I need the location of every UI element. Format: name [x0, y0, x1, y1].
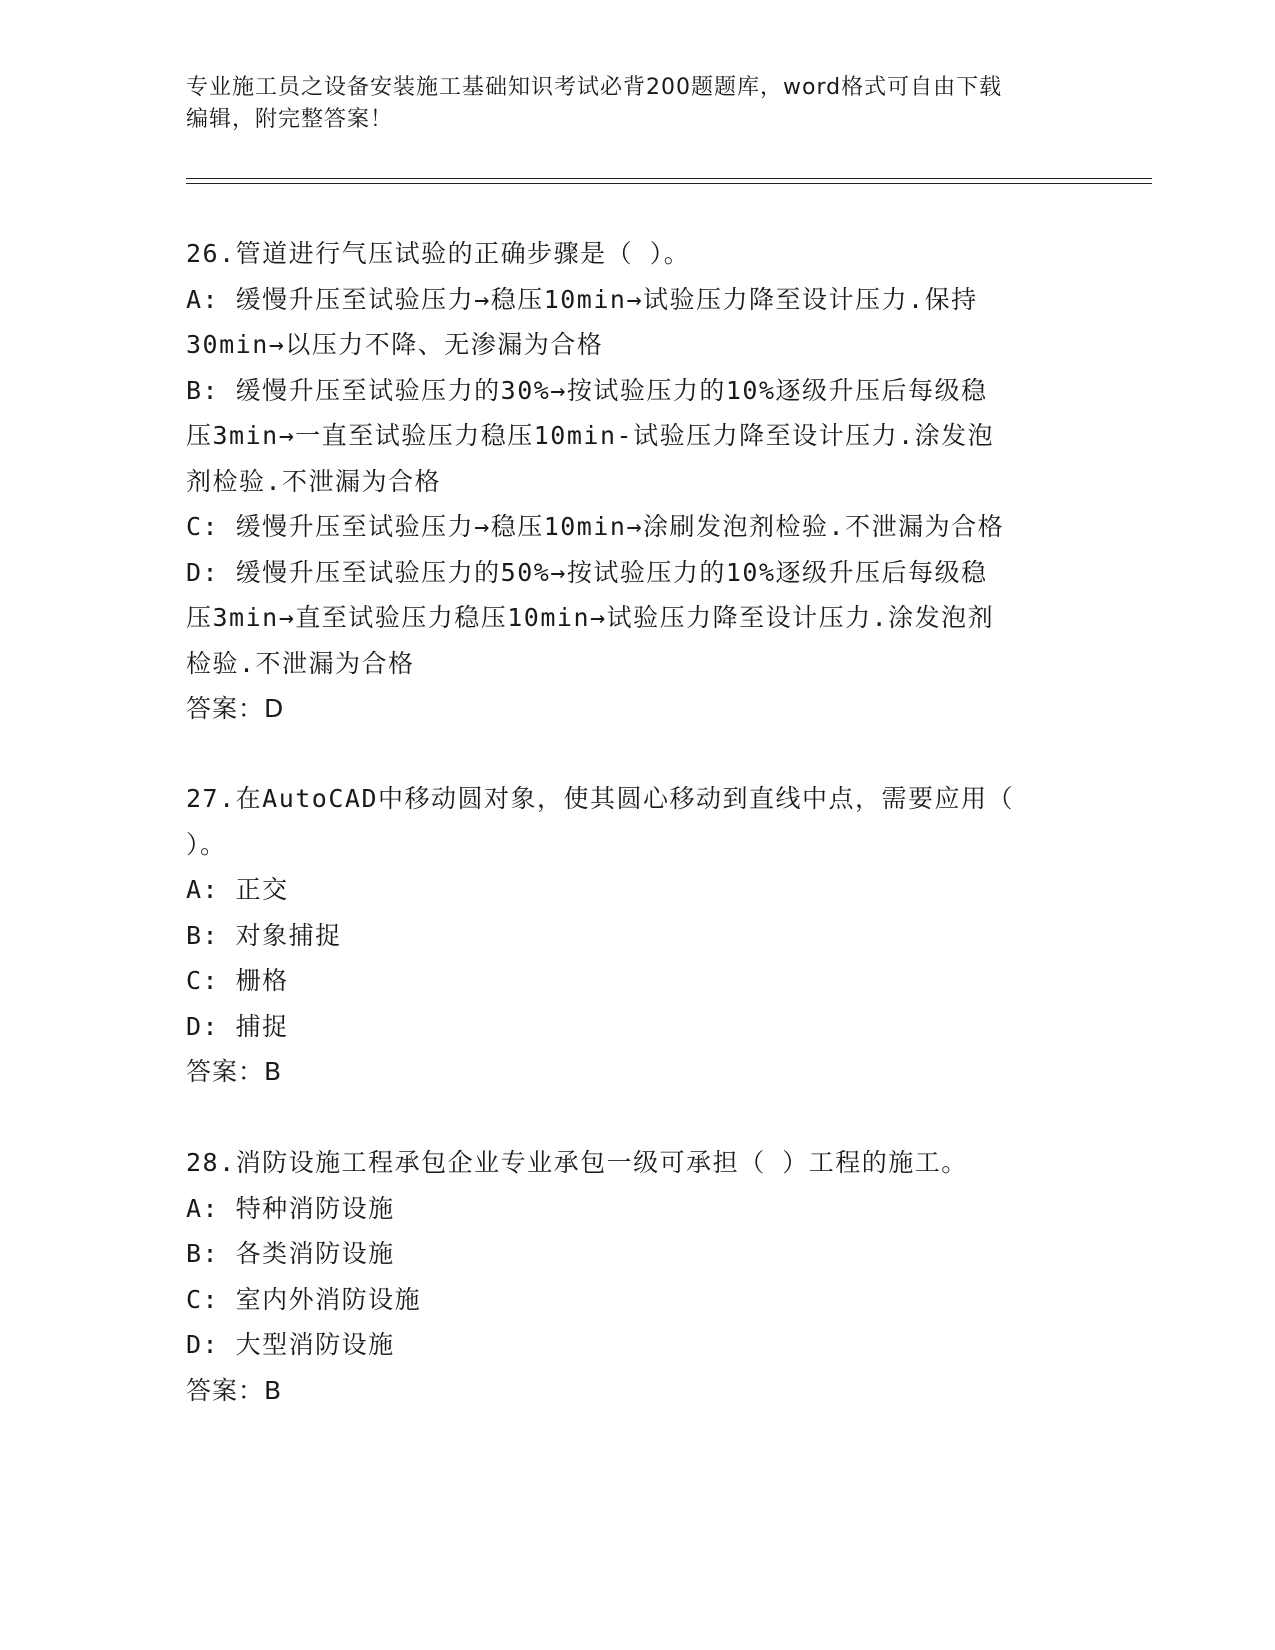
question-27-answer: 答案：B [186, 1057, 283, 1086]
question-28 [186, 1140, 1086, 1413]
question-26-stem: 26.管道进行气压试验的正确步骤是（ ）。 [186, 239, 691, 268]
header-line-1: 专业施工员之设备安装施工基础知识考试必背200题题库，word格式可自由下载 [186, 75, 1003, 100]
page-header [186, 72, 1086, 136]
question-27-option-a: A: 正交 [186, 875, 289, 904]
question-28-option-c: C: 室内外消防设施 [186, 1284, 422, 1314]
question-26-option-d-line-2: 压3min→直至试验压力稳压10min→试验压力降至设计压力.涂发泡剂 [186, 603, 995, 632]
question-27 [186, 776, 1086, 1095]
question-26-option-d-line-3: 检验.不泄漏为合格 [186, 648, 415, 678]
question-28-option-b: B: 各类消防设施 [186, 1239, 395, 1268]
header-divider-bottom [186, 183, 1152, 184]
question-26-answer: 答案：D [186, 694, 285, 723]
question-26-option-c: C: 缓慢升压至试验压力→稳压10min→涂刷发泡剂检验.不泄漏为合格 [186, 512, 1005, 541]
question-27-option-d: D: 捕捉 [186, 1011, 289, 1041]
question-26-option-a-line-2: 30min→以压力不降、无渗漏为合格 [186, 330, 604, 359]
question-27-option-b: B: 对象捕捉 [186, 920, 342, 950]
header-divider-top [186, 178, 1152, 179]
question-26-option-a-line-1: A: 缓慢升压至试验压力→稳压10min→试验压力降至设计压力.保持 [186, 284, 978, 314]
question-28-option-a: A: 特种消防设施 [186, 1193, 395, 1223]
question-28-answer: 答案：B [186, 1375, 283, 1405]
question-27-stem-line-2: ）。 [186, 829, 227, 859]
question-26-option-d-line-1: D: 缓慢升压至试验压力的50%→按试验压力的10%逐级升压后每级稳 [186, 557, 988, 587]
header-line-2: 编辑，附完整答案！ [186, 107, 394, 132]
question-28-option-d: D: 大型消防设施 [186, 1330, 395, 1359]
question-27-option-c: C: 栅格 [186, 966, 289, 995]
question-28-stem: 28.消防设施工程承包企业专业承包一级可承担（ ）工程的施工。 [186, 1148, 968, 1177]
question-26-option-b-line-1: B: 缓慢升压至试验压力的30%→按试验压力的10%逐级升压后每级稳 [186, 375, 988, 405]
question-26 [186, 231, 1086, 732]
question-27-stem-line-1: 27.在AutoCAD中移动圆对象，使其圆心移动到直线中点，需要应用（ [186, 784, 1015, 813]
question-26-option-b-line-3: 剂检验.不泄漏为合格 [186, 466, 442, 496]
question-26-option-b-line-2: 压3min→一直至试验压力稳压10min-试验压力降至设计压力.涂发泡 [186, 421, 995, 450]
